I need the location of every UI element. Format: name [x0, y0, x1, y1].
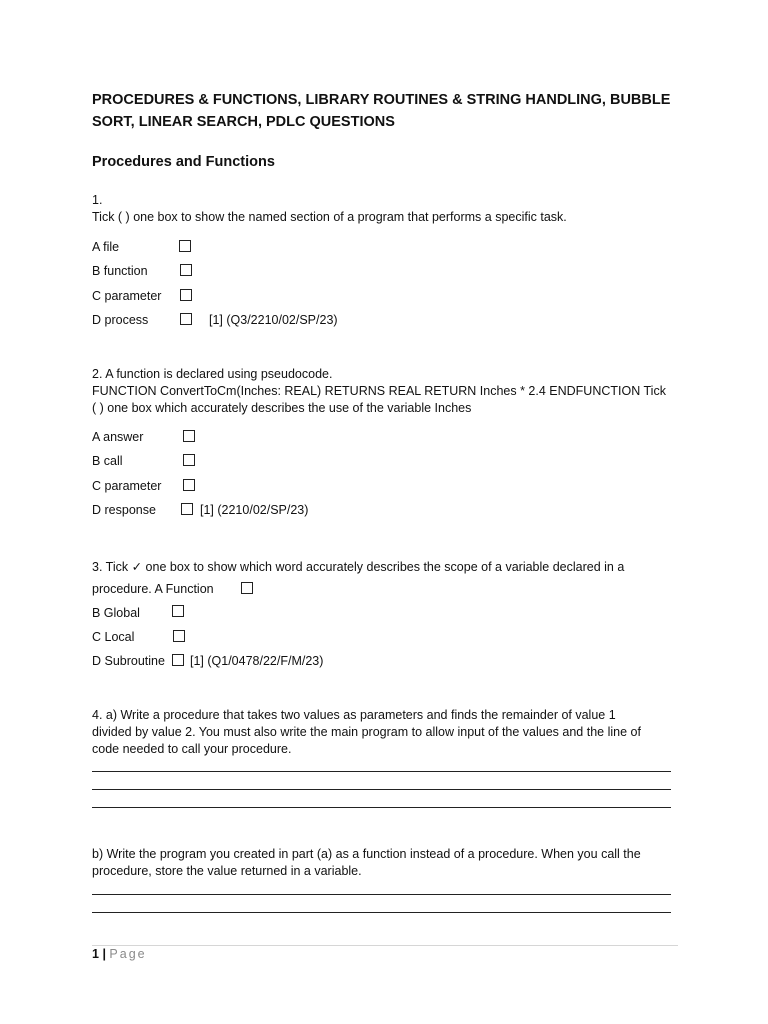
q1-marks: [1] (Q3/2210/02/SP/23)	[209, 313, 338, 327]
q1-option-a-label: A file	[92, 240, 120, 254]
q3-option-d-label: D Subroutine	[92, 654, 165, 668]
q1-option-a-checkbox[interactable]	[179, 240, 191, 252]
document-title-line-1: PROCEDURES & FUNCTIONS, LIBRARY ROUTINES & STRING HANDLING, BUBBLE	[92, 92, 671, 108]
q2-option-b-checkbox[interactable]	[183, 454, 195, 466]
page-footer	[92, 947, 147, 961]
q4b-answer-line-2[interactable]	[92, 912, 671, 913]
document-title-line-2: SORT, LINEAR SEARCH, PDLC QUESTIONS	[92, 114, 395, 130]
q3-option-d-checkbox[interactable]	[172, 654, 184, 666]
q3-option-a-checkbox[interactable]	[241, 582, 253, 594]
q4a-answer-line-2[interactable]	[92, 789, 671, 790]
q1-option-d-label: D process	[92, 313, 149, 327]
q4a-line-1: 4. a) Write a procedure that takes two values as parameters and finds the remainder of value 1	[92, 708, 616, 722]
q4a-line-3: code needed to call your procedure.	[92, 742, 292, 756]
q2-line-1: 2. A function is declared using pseudocode.	[92, 367, 333, 381]
q1-number: 1.	[92, 193, 103, 207]
page-separator: |	[102, 947, 106, 961]
q1-option-d-checkbox[interactable]	[180, 313, 192, 325]
q3-option-c-label: C Local	[92, 630, 135, 644]
q2-option-d-checkbox[interactable]	[181, 503, 193, 515]
q1-option-b-label: B function	[92, 264, 148, 278]
q4b-line-2: procedure, store the value returned in a variable.	[92, 864, 362, 878]
q4b-line-1: b) Write the program you created in part (a) as a function instead of a procedure. When you call the	[92, 847, 641, 861]
q3-marks: [1] (Q1/0478/22/F/M/23)	[190, 654, 324, 668]
q3-option-b-checkbox[interactable]	[172, 605, 184, 617]
footer-divider	[92, 945, 678, 946]
q2-option-a-checkbox[interactable]	[183, 430, 195, 442]
q2-option-c-checkbox[interactable]	[183, 479, 195, 491]
q2-line-3: ( ) one box which accurately describes the use of the variable Inches	[92, 401, 472, 415]
q2-option-c-label: C parameter	[92, 479, 162, 493]
q2-marks: [1] (2210/02/SP/23)	[200, 503, 309, 517]
section-heading: Procedures and Functions	[92, 154, 275, 170]
q3-option-c-checkbox[interactable]	[173, 630, 185, 642]
q3-line-1: 3. Tick ✓ one box to show which word accurately describes the scope of a variable declared in a	[92, 560, 625, 574]
q2-line-2: FUNCTION ConvertToCm(Inches: REAL) RETURNS REAL RETURN Inches * 2.4 ENDFUNCTION Tick	[92, 384, 666, 398]
q4a-answer-line-3[interactable]	[92, 807, 671, 808]
q2-option-b-label: B call	[92, 454, 123, 468]
q3-line-2: procedure. A Function	[92, 582, 214, 596]
q1-option-c-label: C parameter	[92, 289, 162, 303]
page-label: Page	[109, 947, 147, 961]
q1-option-b-checkbox[interactable]	[180, 264, 192, 276]
q4b-answer-line-1[interactable]	[92, 894, 671, 895]
q1-prompt: Tick ( ) one box to show the named section of a program that performs a specific task.	[92, 210, 567, 224]
page-number: 1	[92, 947, 99, 961]
q2-option-a-label: A answer	[92, 430, 144, 444]
q4a-line-2: divided by value 2. You must also write the main program to allow input of the values and the line of	[92, 725, 641, 739]
q1-option-c-checkbox[interactable]	[180, 289, 192, 301]
q3-option-b-label: B Global	[92, 606, 140, 620]
q2-option-d-label: D response	[92, 503, 156, 517]
q4a-answer-line-1[interactable]	[92, 771, 671, 772]
